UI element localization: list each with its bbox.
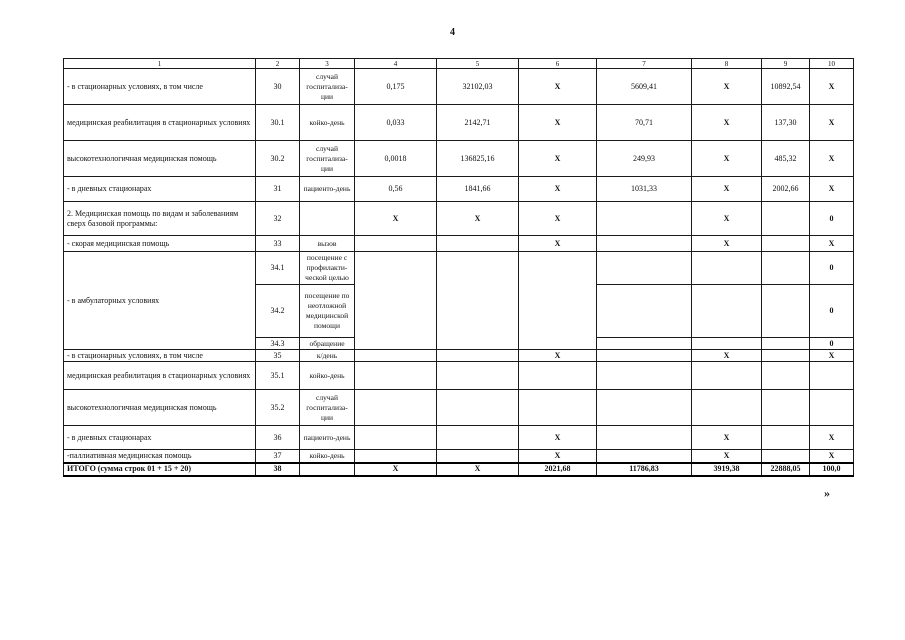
column-header: 1 <box>64 59 256 69</box>
table-cell <box>519 362 597 390</box>
table-row <box>64 202 854 236</box>
table-cell <box>597 202 692 236</box>
table-cell: 0 <box>810 252 854 285</box>
table-cell: 5609,41 <box>597 69 692 105</box>
table-cell <box>355 252 437 350</box>
row-name: медицинская реабилитация в стационарных условиях <box>64 362 256 390</box>
table-cell <box>355 236 437 252</box>
table-cell: X <box>810 236 854 252</box>
table-cell: X <box>437 202 519 236</box>
table-cell: X <box>692 350 762 362</box>
table-row <box>64 105 854 141</box>
row-name: - в стационарных условиях, в том числе <box>64 350 256 362</box>
table-cell: 485,32 <box>762 141 810 177</box>
table-row <box>64 362 854 390</box>
column-number-header-row <box>64 59 854 69</box>
closing-quote-mark: » <box>824 486 830 500</box>
table-cell <box>692 285 762 338</box>
table-cell: X <box>692 236 762 252</box>
table-cell <box>597 285 692 338</box>
table-cell <box>692 338 762 350</box>
table-cell <box>597 252 692 285</box>
row-unit: койко-день <box>300 105 355 141</box>
table-cell: 100,0 <box>810 463 854 476</box>
table-cell: 249,93 <box>597 141 692 177</box>
table-cell: 0,175 <box>355 69 437 105</box>
table-cell: X <box>810 426 854 450</box>
row-name: высокотехнологичная медицинская помощь <box>64 141 256 177</box>
table-cell: X <box>437 463 519 476</box>
table-cell: X <box>810 177 854 202</box>
row-unit: посещение по неотложной медицинской помощи <box>300 285 355 338</box>
row-unit: койко-день <box>300 362 355 390</box>
table-cell <box>597 390 692 426</box>
table-cell <box>355 450 437 463</box>
row-unit: случай госпитализа-ции <box>300 141 355 177</box>
row-unit: пациенто-день <box>300 177 355 202</box>
table-cell: 2021,68 <box>519 463 597 476</box>
row-name: -паллиативная медицинская помощь <box>64 450 256 463</box>
table-cell: 0 <box>810 338 854 350</box>
table-cell: 0,0018 <box>355 141 437 177</box>
table-cell: 22888,05 <box>762 463 810 476</box>
row-unit: вызов <box>300 236 355 252</box>
row-unit: койко-день <box>300 450 355 463</box>
table-cell: 0,033 <box>355 105 437 141</box>
table-cell <box>692 390 762 426</box>
table-cell: X <box>692 141 762 177</box>
column-header: 4 <box>355 59 437 69</box>
table-cell <box>762 202 810 236</box>
row-number: 32 <box>256 202 300 236</box>
table-cell: 10892,54 <box>762 69 810 105</box>
table-cell: X <box>810 69 854 105</box>
table-cell <box>810 390 854 426</box>
table-cell <box>437 236 519 252</box>
table-cell <box>762 362 810 390</box>
table-row <box>64 69 854 105</box>
column-header: 3 <box>300 59 355 69</box>
table-cell: 32102,03 <box>437 69 519 105</box>
column-header: 6 <box>519 59 597 69</box>
table-cell: X <box>692 202 762 236</box>
row-number: 34.1 <box>256 252 300 285</box>
table-cell <box>437 450 519 463</box>
table-cell: 0,56 <box>355 177 437 202</box>
row-number: 30.1 <box>256 105 300 141</box>
table-cell <box>355 390 437 426</box>
table-cell: 136825,16 <box>437 141 519 177</box>
table-cell: X <box>692 426 762 450</box>
table-cell <box>762 350 810 362</box>
table-cell: 70,71 <box>597 105 692 141</box>
row-unit: посещение с профилакти-ческой целью <box>300 252 355 285</box>
table-cell <box>762 390 810 426</box>
row-name: - в дневных стационарах <box>64 426 256 450</box>
table-row <box>64 236 854 252</box>
table-cell: X <box>519 177 597 202</box>
table-row <box>64 350 854 362</box>
table-cell: 11786,83 <box>597 463 692 476</box>
row-name: медицинская реабилитация в стационарных условиях <box>64 105 256 141</box>
row-unit <box>300 202 355 236</box>
table-cell <box>762 338 810 350</box>
table-cell: X <box>519 350 597 362</box>
table-cell: X <box>692 69 762 105</box>
table-cell <box>437 350 519 362</box>
table-cell <box>519 252 597 350</box>
table-cell <box>597 350 692 362</box>
row-unit: случай госпитализа-ции <box>300 69 355 105</box>
table-cell <box>437 390 519 426</box>
row-name: - в амбулаторных условиях <box>64 252 256 350</box>
table-row <box>64 426 854 450</box>
row-number: 36 <box>256 426 300 450</box>
table-cell: X <box>519 105 597 141</box>
table-cell: X <box>692 177 762 202</box>
table-cell <box>762 252 810 285</box>
row-number: 30.2 <box>256 141 300 177</box>
table-cell: 1841,66 <box>437 177 519 202</box>
row-number: 31 <box>256 177 300 202</box>
table-cell <box>762 236 810 252</box>
row-name: - скорая медицинская помощь <box>64 236 256 252</box>
table-cell <box>355 426 437 450</box>
table-cell <box>810 362 854 390</box>
column-header: 9 <box>762 59 810 69</box>
table-cell <box>597 426 692 450</box>
table-cell <box>597 362 692 390</box>
table-cell: X <box>692 105 762 141</box>
table-cell: X <box>810 450 854 463</box>
table-cell <box>437 362 519 390</box>
table-row <box>64 390 854 426</box>
table-cell: 0 <box>810 285 854 338</box>
table-cell: X <box>519 202 597 236</box>
row-number: 34.2 <box>256 285 300 338</box>
row-number: 38 <box>256 463 300 476</box>
column-header: 7 <box>597 59 692 69</box>
tariff-table <box>63 58 854 477</box>
table-row <box>64 177 854 202</box>
row-unit: случай госпитализа-ции <box>300 390 355 426</box>
row-name: - в дневных стационарах <box>64 177 256 202</box>
table-row <box>64 252 854 285</box>
row-name: высокотехнологичная медицинская помощь <box>64 390 256 426</box>
table-cell: 2002,66 <box>762 177 810 202</box>
table-cell: 0 <box>810 202 854 236</box>
column-header: 2 <box>256 59 300 69</box>
row-name: - в стационарных условиях, в том числе <box>64 69 256 105</box>
table-cell: X <box>692 450 762 463</box>
table-cell <box>437 426 519 450</box>
table-cell: 3919,38 <box>692 463 762 476</box>
table-cell: X <box>355 463 437 476</box>
table-cell <box>692 252 762 285</box>
table-cell: X <box>519 69 597 105</box>
table-row <box>64 141 854 177</box>
row-unit: обращение <box>300 338 355 350</box>
row-name: 2. Медицинская помощь по видам и заболеваниям сверх базовой программы: <box>64 202 256 236</box>
table-cell: X <box>810 105 854 141</box>
table-cell <box>762 285 810 338</box>
table-cell <box>355 362 437 390</box>
row-name: ИТОГО (сумма строк 01 + 15 + 20) <box>64 463 256 476</box>
table-cell <box>597 450 692 463</box>
row-number: 35.2 <box>256 390 300 426</box>
table-cell <box>692 362 762 390</box>
table-cell <box>597 236 692 252</box>
table-cell <box>437 252 519 350</box>
table-cell: X <box>355 202 437 236</box>
row-unit: к/день <box>300 350 355 362</box>
row-unit: пациенто-день <box>300 426 355 450</box>
table-row <box>64 450 854 463</box>
row-number: 30 <box>256 69 300 105</box>
table-cell: 1031,33 <box>597 177 692 202</box>
row-unit <box>300 463 355 476</box>
table-cell <box>355 350 437 362</box>
row-number: 35.1 <box>256 362 300 390</box>
table-cell: 137,30 <box>762 105 810 141</box>
row-number: 34.3 <box>256 338 300 350</box>
table-cell: X <box>519 426 597 450</box>
table-cell <box>519 390 597 426</box>
table-cell: X <box>519 141 597 177</box>
table-cell <box>762 450 810 463</box>
row-number: 35 <box>256 350 300 362</box>
row-number: 37 <box>256 450 300 463</box>
table-cell: X <box>810 141 854 177</box>
total-row <box>64 463 854 476</box>
table-cell: X <box>519 236 597 252</box>
column-header: 5 <box>437 59 519 69</box>
row-number: 33 <box>256 236 300 252</box>
table-cell: X <box>519 450 597 463</box>
column-header: 8 <box>692 59 762 69</box>
table-cell <box>597 338 692 350</box>
column-header: 10 <box>810 59 854 69</box>
table-cell <box>762 426 810 450</box>
table-cell: X <box>810 350 854 362</box>
page-number: 4 <box>450 27 455 38</box>
table-cell: 2142,71 <box>437 105 519 141</box>
